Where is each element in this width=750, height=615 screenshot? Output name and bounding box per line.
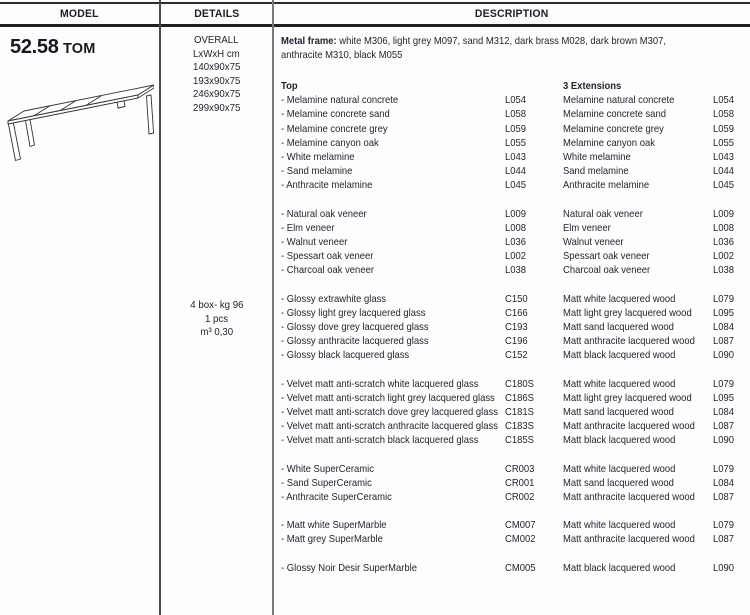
spacer [505,79,563,93]
top-finish-name: - White melamine [281,151,355,164]
finish-row [281,178,750,192]
details-line [161,34,272,48]
top-finish-code: L044 [505,165,527,178]
column-header-model [0,4,159,24]
extension-finish-name: Matt white lacquered wood [563,519,676,532]
top-finish-code: C181S [505,406,534,419]
details-line [161,61,272,75]
details-line-text: m³ 0,30 [200,326,233,338]
extension-finish-code: L079 [713,292,735,305]
finish-row [281,107,750,121]
finish-group [281,561,750,575]
extension-finish-name: Matt black lacquered wood [563,349,676,362]
details-line-text: 299x90x75 [192,101,241,114]
column-header-details-label: DETAILS [193,8,240,20]
metal-frame-paragraph [281,35,750,62]
top-finish-code: L002 [505,250,527,263]
table-leg-front-left [8,121,21,161]
finish-row [281,476,750,490]
finish-row [281,93,750,107]
top-finish-name: - Melamine concrete grey [281,122,388,135]
extension-finish-name: Melamine natural concrete [563,94,675,107]
column-header-details [161,4,272,24]
top-column-header: Top [281,80,298,92]
finish-groups [281,93,750,575]
extension-finish-code: L079 [713,462,735,475]
top-finish-name: - Velvet matt anti-scratch white lacquered glass [281,377,479,390]
extension-finish-code: L008 [713,221,735,234]
top-finish-code: C166 [505,306,528,319]
extension-finish-code: L095 [713,391,735,404]
top-finish-name: - Velvet matt anti-scratch anthracite lacquered glass [281,420,498,433]
top-finish-code: CR001 [505,476,535,489]
top-finish-name: - Melamine natural concrete [281,94,399,107]
extension-finish-code: L002 [713,250,735,263]
details-line-text: 193x90x75 [192,74,241,87]
details-packing [161,299,272,340]
top-finish-name: - Anthracite SuperCeramic [281,491,392,504]
finish-row [281,136,750,150]
extension-finish-name: Walnut veneer [563,236,624,249]
extension-finish-code: L055 [713,136,735,149]
column-header-description-label: DESCRIPTION [475,8,549,20]
column-header-model-label: MODEL [60,8,99,20]
finish-row [281,334,750,348]
extension-finish-name: Matt black lacquered wood [563,434,676,447]
extension-finish-name: Anthracite melamine [563,179,650,192]
top-finish-name: - Sand melamine [281,165,353,178]
top-finish-name: - Velvet matt anti-scratch dove grey lacquered glass [281,406,498,419]
top-finish-name: - Glossy anthracite lacquered glass [281,335,429,348]
top-finish-code: L009 [505,207,527,220]
extension-finish-name: Melamine concrete grey [563,122,664,135]
top-finish-name: - Charcoal oak veneer [281,264,374,277]
table-top-front-edge [8,95,138,124]
top-finish-name: - Sand SuperCeramic [281,476,372,489]
top-finish-name: - Velvet matt anti-scratch black lacquered glass [281,434,479,447]
extension-finish-code: L087 [713,335,735,348]
extension-finish-name: Melamine concrete sand [563,108,666,121]
extension-finish-name: Matt white lacquered wood [563,462,676,475]
finish-row [281,249,750,263]
extension-finish-name: Matt black lacquered wood [563,561,676,574]
finish-row [281,433,750,447]
details-line [161,75,272,89]
extension-finish-name: White melamine [563,151,631,164]
top-finish-name: - Walnut veneer [281,236,348,249]
top-finish-name: - Glossy Noir Desir SuperMarble [281,561,418,574]
spacer [713,79,750,93]
finish-row [281,391,750,405]
top-finish-name: - Matt white SuperMarble [281,519,387,532]
top-finish-name: - Glossy light grey lacquered glass [281,306,426,319]
top-finish-code: C150 [505,292,528,305]
extension-finish-name: Matt anthracite lacquered wood [563,491,695,504]
top-finish-name: - Velvet matt anti-scratch light grey lacquered glass [281,391,495,404]
finish-row [281,405,750,419]
finish-row [281,377,750,391]
top-finish-code: CR003 [505,462,535,475]
finish-row [281,164,750,178]
top-finish-code: C193 [505,321,528,334]
top-finish-code: L008 [505,221,527,234]
top-finish-name: - Glossy black lacquered glass [281,349,410,362]
top-finish-name: - Glossy extrawhite glass [281,292,387,305]
details-line-text: LxWxH cm [193,47,240,60]
extension-finish-name: Natural oak veneer [563,207,643,220]
top-finish-name: - Glossy dove grey lacquered glass [281,321,429,334]
top-finish-code: L058 [505,108,527,121]
extension-finish-code: L084 [713,406,735,419]
table-leg-right [147,95,154,134]
extendable-table-drawing [6,75,154,163]
extension-finish-code: L009 [713,207,735,220]
extension-finish-name: Matt light grey lacquered wood [563,391,692,404]
finish-row [281,490,750,504]
finish-row [281,462,750,476]
table-top-face [8,85,154,121]
details-line [161,102,272,116]
extension-finish-name: Spessart oak veneer [563,250,650,263]
extension-finish-code: L084 [713,321,735,334]
top-finish-code: C152 [505,349,528,362]
extension-finish-code: L079 [713,519,735,532]
extension-finish-code: L090 [713,434,735,447]
extension-finish-name: Melamine canyon oak [563,136,655,149]
column-header-description [274,4,750,24]
extension-finish-code: L087 [713,420,735,433]
extension-finish-code: L059 [713,122,735,135]
details-cell [161,26,272,340]
details-overall [161,34,272,115]
top-finish-code: L038 [505,264,527,277]
extension-finish-code: L084 [713,476,735,489]
extension-finish-code: L054 [713,94,735,107]
top-finish-code: C186S [505,391,534,404]
top-finish-name: - Melamine concrete sand [281,108,390,121]
extension-finish-code: L095 [713,306,735,319]
extension-finish-name: Sand melamine [563,165,629,178]
top-finish-code: C196 [505,335,528,348]
model-name: TOM [63,41,96,57]
extension-finish-name: Matt light grey lacquered wood [563,306,692,319]
finish-row [281,263,750,277]
top-finish-code: CM002 [505,533,536,546]
extension-finish-name: Matt anthracite lacquered wood [563,533,695,546]
top-finish-code: C185S [505,434,534,447]
finish-row [281,306,750,320]
extension-finish-code: L087 [713,533,735,546]
extension-finish-name: Matt anthracite lacquered wood [563,335,695,348]
finish-row [281,320,750,334]
finish-group [281,518,750,546]
finish-group [281,377,750,448]
metal-frame-line1 [281,35,666,49]
details-line [161,88,272,102]
extension-finish-code: L045 [713,179,735,192]
finish-row [281,235,750,249]
details-line-text: 140x90x75 [192,61,241,73]
extension-finish-name: Matt white lacquered wood [563,292,676,305]
finish-group [281,292,750,363]
details-line-text: 1 pcs [204,312,229,325]
finish-row [281,221,750,235]
extension-finish-code: L036 [713,236,735,249]
details-line [161,326,272,340]
finish-row [281,532,750,546]
finish-row [281,561,750,575]
top-finish-name: - Spessart oak veneer [281,250,374,263]
top-finish-code: L036 [505,236,527,249]
top-finish-code: L055 [505,136,527,149]
metal-frame-line1-text: white M306, light grey M097, sand M312, dark brass M028, dark brown M307, [336,35,667,47]
top-finish-name: - Melamine canyon oak [281,136,379,149]
top-finish-name: - White SuperCeramic [281,462,374,475]
top-finish-name: - Anthracite melamine [281,179,373,192]
extension-finish-name: Matt sand lacquered wood [563,406,674,419]
top-finish-code: C183S [505,420,534,433]
finish-group [281,462,750,505]
extension-finish-name: Matt anthracite lacquered wood [563,420,695,433]
extension-finish-code: L090 [713,349,735,362]
extension-finish-name: Elm veneer [563,221,611,234]
finish-row [281,348,750,362]
description-cell [274,26,750,575]
finish-row [281,122,750,136]
finish-row [281,419,750,433]
finish-group [281,207,750,278]
extension-finish-code: L044 [713,165,735,178]
finish-row [281,518,750,532]
top-finish-code: L054 [505,94,527,107]
top-finish-code: L045 [505,179,527,192]
details-line [161,299,272,313]
top-finish-code: C180S [505,377,534,390]
extension-finish-code: L079 [713,377,735,390]
model-cell [0,26,159,163]
top-finish-name: - Natural oak veneer [281,207,367,220]
metal-frame-label: Metal frame: [281,35,337,47]
finish-row [281,150,750,164]
model-title [10,36,159,59]
finish-group [281,93,750,192]
extension-finish-code: L038 [713,264,735,277]
details-line-text: 246x90x75 [192,88,241,100]
metal-frame-line2: anthracite M310, black M055 [281,48,403,61]
extension-finish-name: Charcoal oak veneer [563,264,651,277]
extension-finish-name: Matt sand lacquered wood [563,476,674,489]
top-finish-name: - Matt grey SuperMarble [281,533,383,546]
extension-finish-code: L043 [713,151,735,164]
top-finish-code: CM007 [505,519,536,532]
details-line-text: 4 box- kg 96 [189,299,244,311]
extension-finish-name: Matt white lacquered wood [563,377,676,390]
extensions-column-header: 3 Extensions [563,80,622,92]
extension-finish-name: Matt sand lacquered wood [563,321,674,334]
finish-row [281,207,750,221]
top-finish-code: L043 [505,151,527,164]
finish-columns-header [281,79,750,93]
extension-finish-code: L090 [713,561,735,574]
top-finish-code: L059 [505,122,527,135]
extension-finish-code: L087 [713,491,735,504]
top-finish-code: CR002 [505,491,535,504]
details-line [161,313,272,327]
details-line [161,48,272,62]
extension-finish-code: L058 [713,108,735,121]
top-finish-name: - Elm veneer [281,221,335,234]
finish-row [281,292,750,306]
details-line-text: OVERALL [194,34,239,46]
model-code: 52.58 [10,36,59,58]
top-finish-code: CM005 [505,561,536,574]
